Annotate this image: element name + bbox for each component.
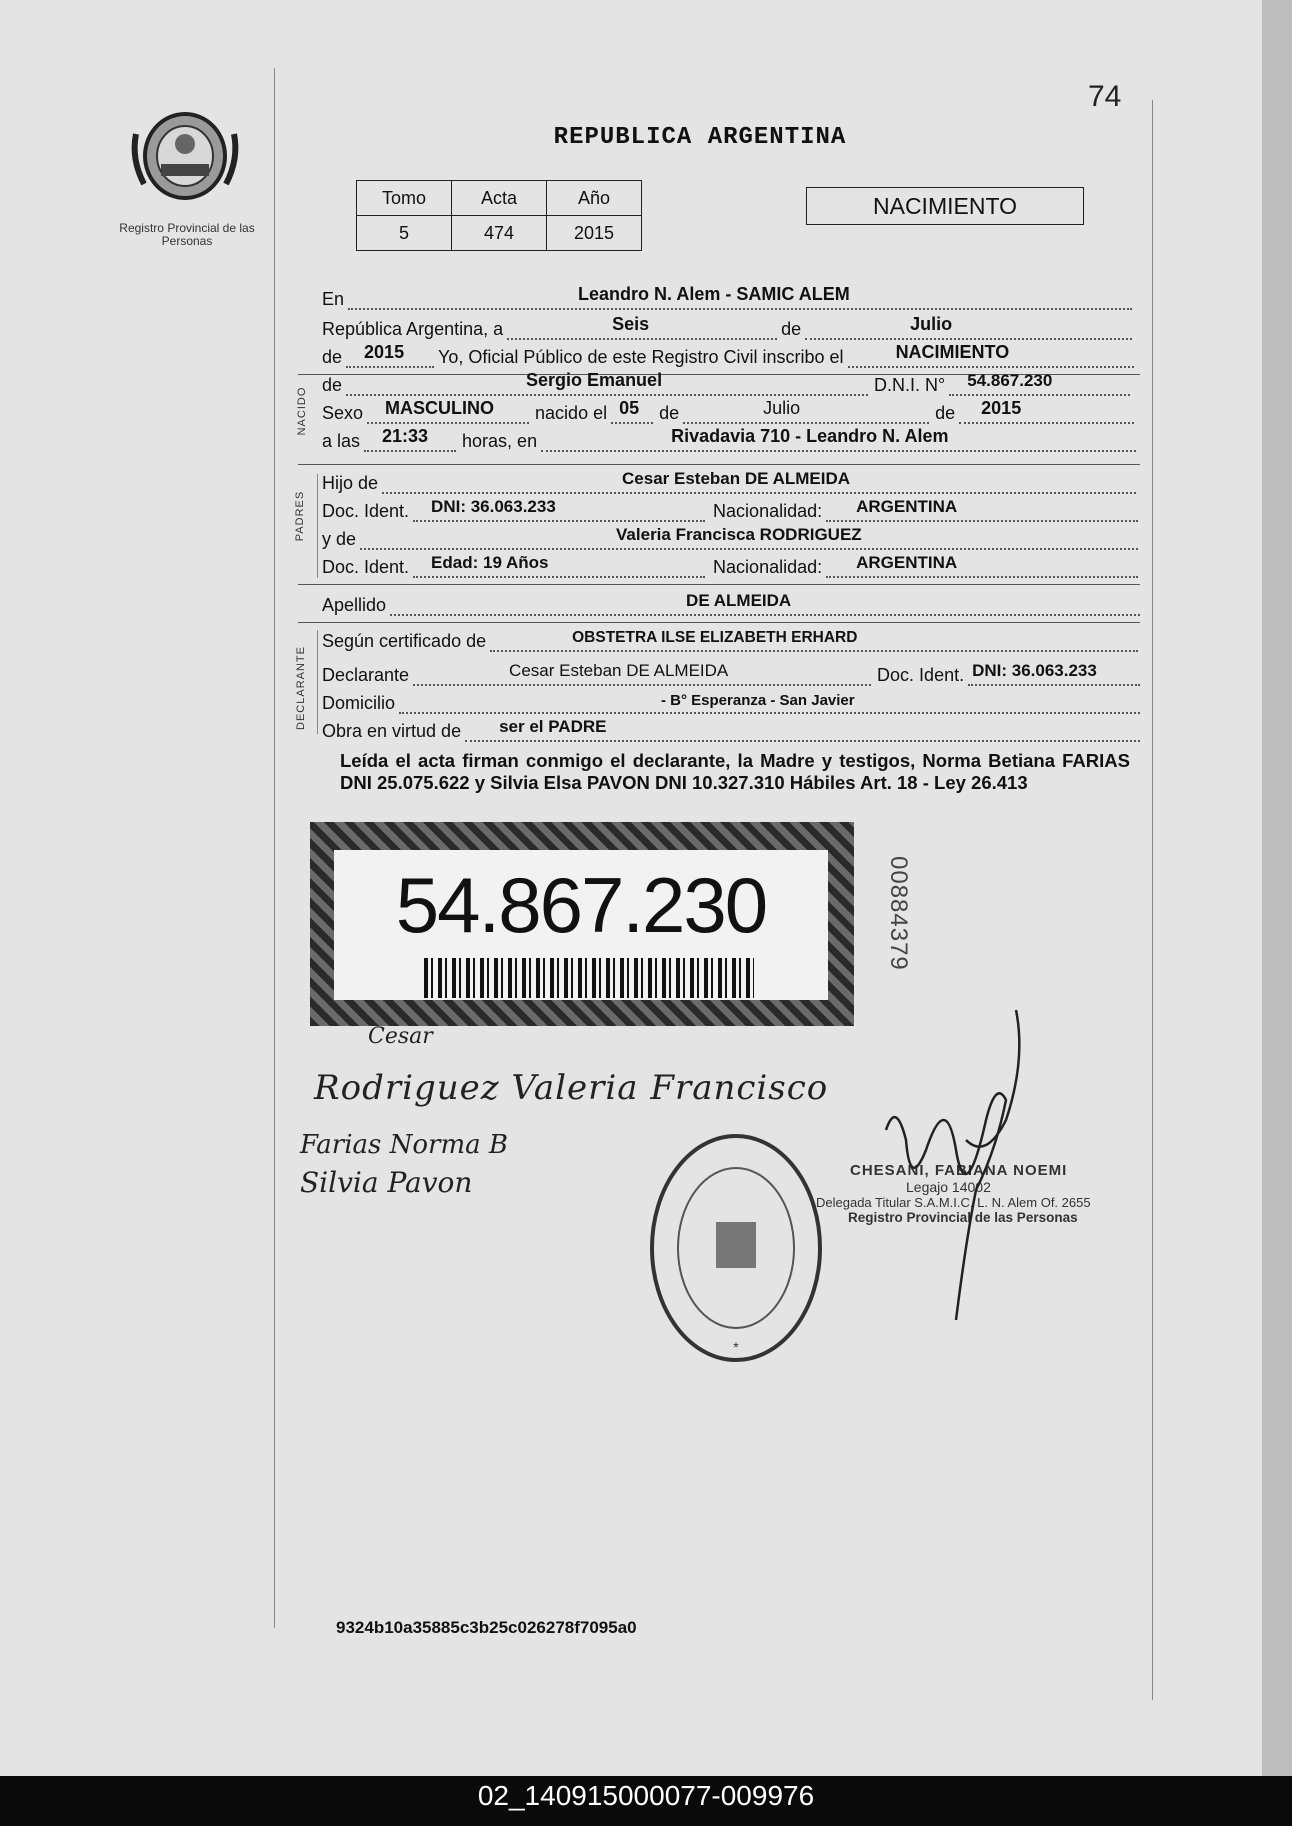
field-domicilio: [399, 686, 1140, 714]
label-de-month: de: [659, 403, 680, 423]
footer-id: 02_140915000077-009976: [477, 1780, 815, 1811]
province-seal-icon: [126, 104, 244, 204]
value-certificado: OBSTETRA ILSE ELIZABETH ERHARD: [572, 629, 858, 646]
field-declarante-doc: [968, 658, 1140, 686]
label-nac-padre: Nacionalidad:: [713, 501, 823, 521]
row-en: [322, 280, 1132, 310]
label-nac-madre: Nacionalidad:: [713, 557, 823, 577]
value-lugar: Rivadavia 710 - Leandro N. Alem: [671, 426, 949, 446]
field-dni: [949, 368, 1130, 396]
registry-header-acta: Acta: [452, 181, 547, 216]
row-republica: [322, 310, 1132, 340]
page-edge: [1262, 0, 1292, 1776]
value-birth-month: Julio: [763, 398, 801, 418]
value-year: 2015: [364, 342, 405, 362]
row-padre-doc: [322, 492, 1138, 522]
field-hora: [364, 424, 456, 452]
field-padre-doc: [413, 494, 705, 522]
label-segun: Según certificado de: [322, 631, 487, 651]
side-label-padres: PADRES: [294, 490, 306, 542]
declarante-bracket: [317, 630, 318, 734]
value-padre-doc: DNI: 36.063.233: [431, 497, 556, 516]
sticker-serial: 00884379: [885, 856, 912, 971]
row-declarante: [322, 656, 1140, 686]
official-legajo: Legajo 14002: [906, 1179, 991, 1195]
value-birth-year: 2015: [981, 398, 1022, 418]
round-seal-icon: [646, 1130, 826, 1366]
value-declarante: Cesar Esteban DE ALMEIDA: [509, 661, 729, 680]
field-madre-doc: [413, 550, 705, 578]
sticker-number: 54.867.230: [395, 861, 767, 949]
svg-text:*: *: [733, 1339, 739, 1355]
registry-value-anio: 2015: [547, 216, 642, 251]
label-declarante: Declarante: [322, 665, 410, 685]
row-madre-doc: [322, 548, 1138, 578]
value-domicilio: - B° Esperanza - San Javier: [661, 692, 855, 709]
field-sexo: [367, 396, 529, 424]
side-label-nacido: NACIDO: [296, 386, 308, 436]
field-birth-day: [611, 396, 653, 424]
label-apellido: Apellido: [322, 595, 387, 615]
barcode: [424, 958, 754, 998]
row-madre: [322, 520, 1138, 550]
label-de-year: de: [322, 347, 343, 367]
value-inscribo: NACIMIENTO: [895, 342, 1010, 362]
value-hora: 21:33: [382, 426, 429, 446]
value-dni: 54.867.230: [967, 371, 1053, 390]
row-sexo: [322, 394, 1134, 424]
padres-bracket: [317, 474, 318, 578]
label-sexo: Sexo: [322, 403, 364, 423]
label-de-birth-year: de: [935, 403, 956, 423]
field-madre-nac: [826, 550, 1138, 578]
value-obra: ser el PADRE: [499, 717, 607, 736]
signature-clause: Leída el acta firman conmigo el declarante, la Madre y testigos, Norma Betiana FARIAS DNI 25.075.622 y Silvia Elsa PAVON DNI 10.327.310 Hábiles Art. 18 - Ley 26.413: [340, 750, 1130, 793]
oficial-text: Yo, Oficial Público de este Registro Civil inscribo el: [438, 347, 844, 367]
label-dni: D.N.I. N°: [874, 375, 946, 395]
value-madre: Valeria Francisca RODRIGUEZ: [616, 525, 862, 544]
value-en: Leandro N. Alem - SAMIC ALEM: [578, 284, 850, 304]
right-margin-rule: [1152, 100, 1153, 1700]
field-declarante: [413, 658, 871, 686]
registry-header-anio: Año: [547, 181, 642, 216]
page-number: 74: [1088, 80, 1122, 113]
field-birth-year: [959, 396, 1134, 424]
field-month: [805, 312, 1132, 340]
value-madre-nac: ARGENTINA: [856, 553, 958, 572]
handwriting-line3: Farias Norma B: [300, 1130, 508, 1160]
field-day: [507, 312, 777, 340]
field-certificado: [490, 624, 1138, 652]
sticker-label: [334, 850, 828, 1000]
field-year: [346, 340, 434, 368]
value-madre-doc: Edad: 19 Años: [431, 553, 549, 572]
row-domicilio: [322, 684, 1140, 714]
field-inscribo: [848, 340, 1134, 368]
document-hash: 9324b10a35885c3b25c026278f7095a0: [336, 1618, 637, 1637]
row-hora: [322, 422, 1136, 452]
value-birth-day: 05: [619, 398, 640, 418]
registry-value-tomo: 5: [357, 216, 452, 251]
value-padre: Cesar Esteban DE ALMEIDA: [622, 469, 851, 488]
label-doc-padre: Doc. Ident.: [322, 501, 410, 521]
field-padre-nac: [826, 494, 1138, 522]
row-apellido: [322, 586, 1140, 616]
field-nombre: [346, 368, 868, 396]
row-year: [322, 338, 1134, 368]
value-padre-nac: ARGENTINA: [856, 497, 958, 516]
field-lugar: [541, 424, 1136, 452]
value-month: Julio: [910, 314, 953, 334]
row-obra: [322, 712, 1140, 742]
label-y-de: y de: [322, 529, 357, 549]
field-madre: [360, 522, 1138, 550]
value-nombre: Sergio Emanuel: [526, 370, 663, 390]
handwriting-line1: Cesar: [368, 1024, 433, 1049]
handwriting-line2: Rodriguez Valeria Francisco: [314, 1068, 829, 1108]
field-obra: [465, 714, 1140, 742]
dni-sticker: [310, 822, 854, 1026]
label-de: de: [781, 319, 802, 339]
side-label-declarante: DECLARANTE: [295, 646, 307, 730]
label-de-nombre: de: [322, 375, 343, 395]
label-doc-declarante: Doc. Ident.: [877, 665, 965, 685]
handwriting-line4: Silvia Pavon: [300, 1166, 473, 1199]
label-obra: Obra en virtud de: [322, 721, 462, 741]
row-padre: [322, 464, 1136, 494]
registry-table: [356, 180, 642, 251]
row-certificado: [322, 622, 1138, 652]
registry-header-tomo: Tomo: [357, 181, 452, 216]
official-name: CHESANI, FABIANA NOEMI: [850, 1162, 1068, 1179]
official-org: Registro Provincial de las Personas: [848, 1210, 1078, 1225]
field-birth-month: [683, 396, 929, 424]
label-en: En: [322, 289, 345, 309]
field-padre: [382, 466, 1136, 494]
value-sexo: MASCULINO: [385, 398, 495, 418]
logo-caption: Registro Provincial de las Personas: [119, 221, 255, 248]
official-role: Delegada Titular S.A.M.I.C. L. N. Alem Of. 2655: [816, 1195, 1091, 1210]
label-domicilio: Domicilio: [322, 693, 396, 713]
label-horas-en: horas, en: [462, 431, 538, 451]
label-nacido-el: nacido el: [535, 403, 608, 423]
row-nombre: [322, 366, 1130, 396]
act-type-box: NACIMIENTO: [806, 187, 1084, 225]
value-declarante-doc: DNI: 36.063.233: [972, 661, 1097, 680]
value-day: Seis: [612, 314, 650, 334]
field-apellido: [390, 588, 1140, 616]
label-hijo-de: Hijo de: [322, 473, 379, 493]
registry-value-acta: 474: [452, 216, 547, 251]
label-a-las: a las: [322, 431, 361, 451]
value-apellido: DE ALMEIDA: [686, 591, 792, 610]
left-margin-rule: [274, 68, 275, 1628]
label-republica: República Argentina, a: [322, 319, 504, 339]
field-en: [348, 282, 1132, 310]
official-signature: [876, 1000, 1046, 1330]
page-title: REPUBLICA ARGENTINA: [553, 124, 847, 151]
separator: [298, 584, 1140, 585]
label-doc-madre: Doc. Ident.: [322, 557, 410, 577]
